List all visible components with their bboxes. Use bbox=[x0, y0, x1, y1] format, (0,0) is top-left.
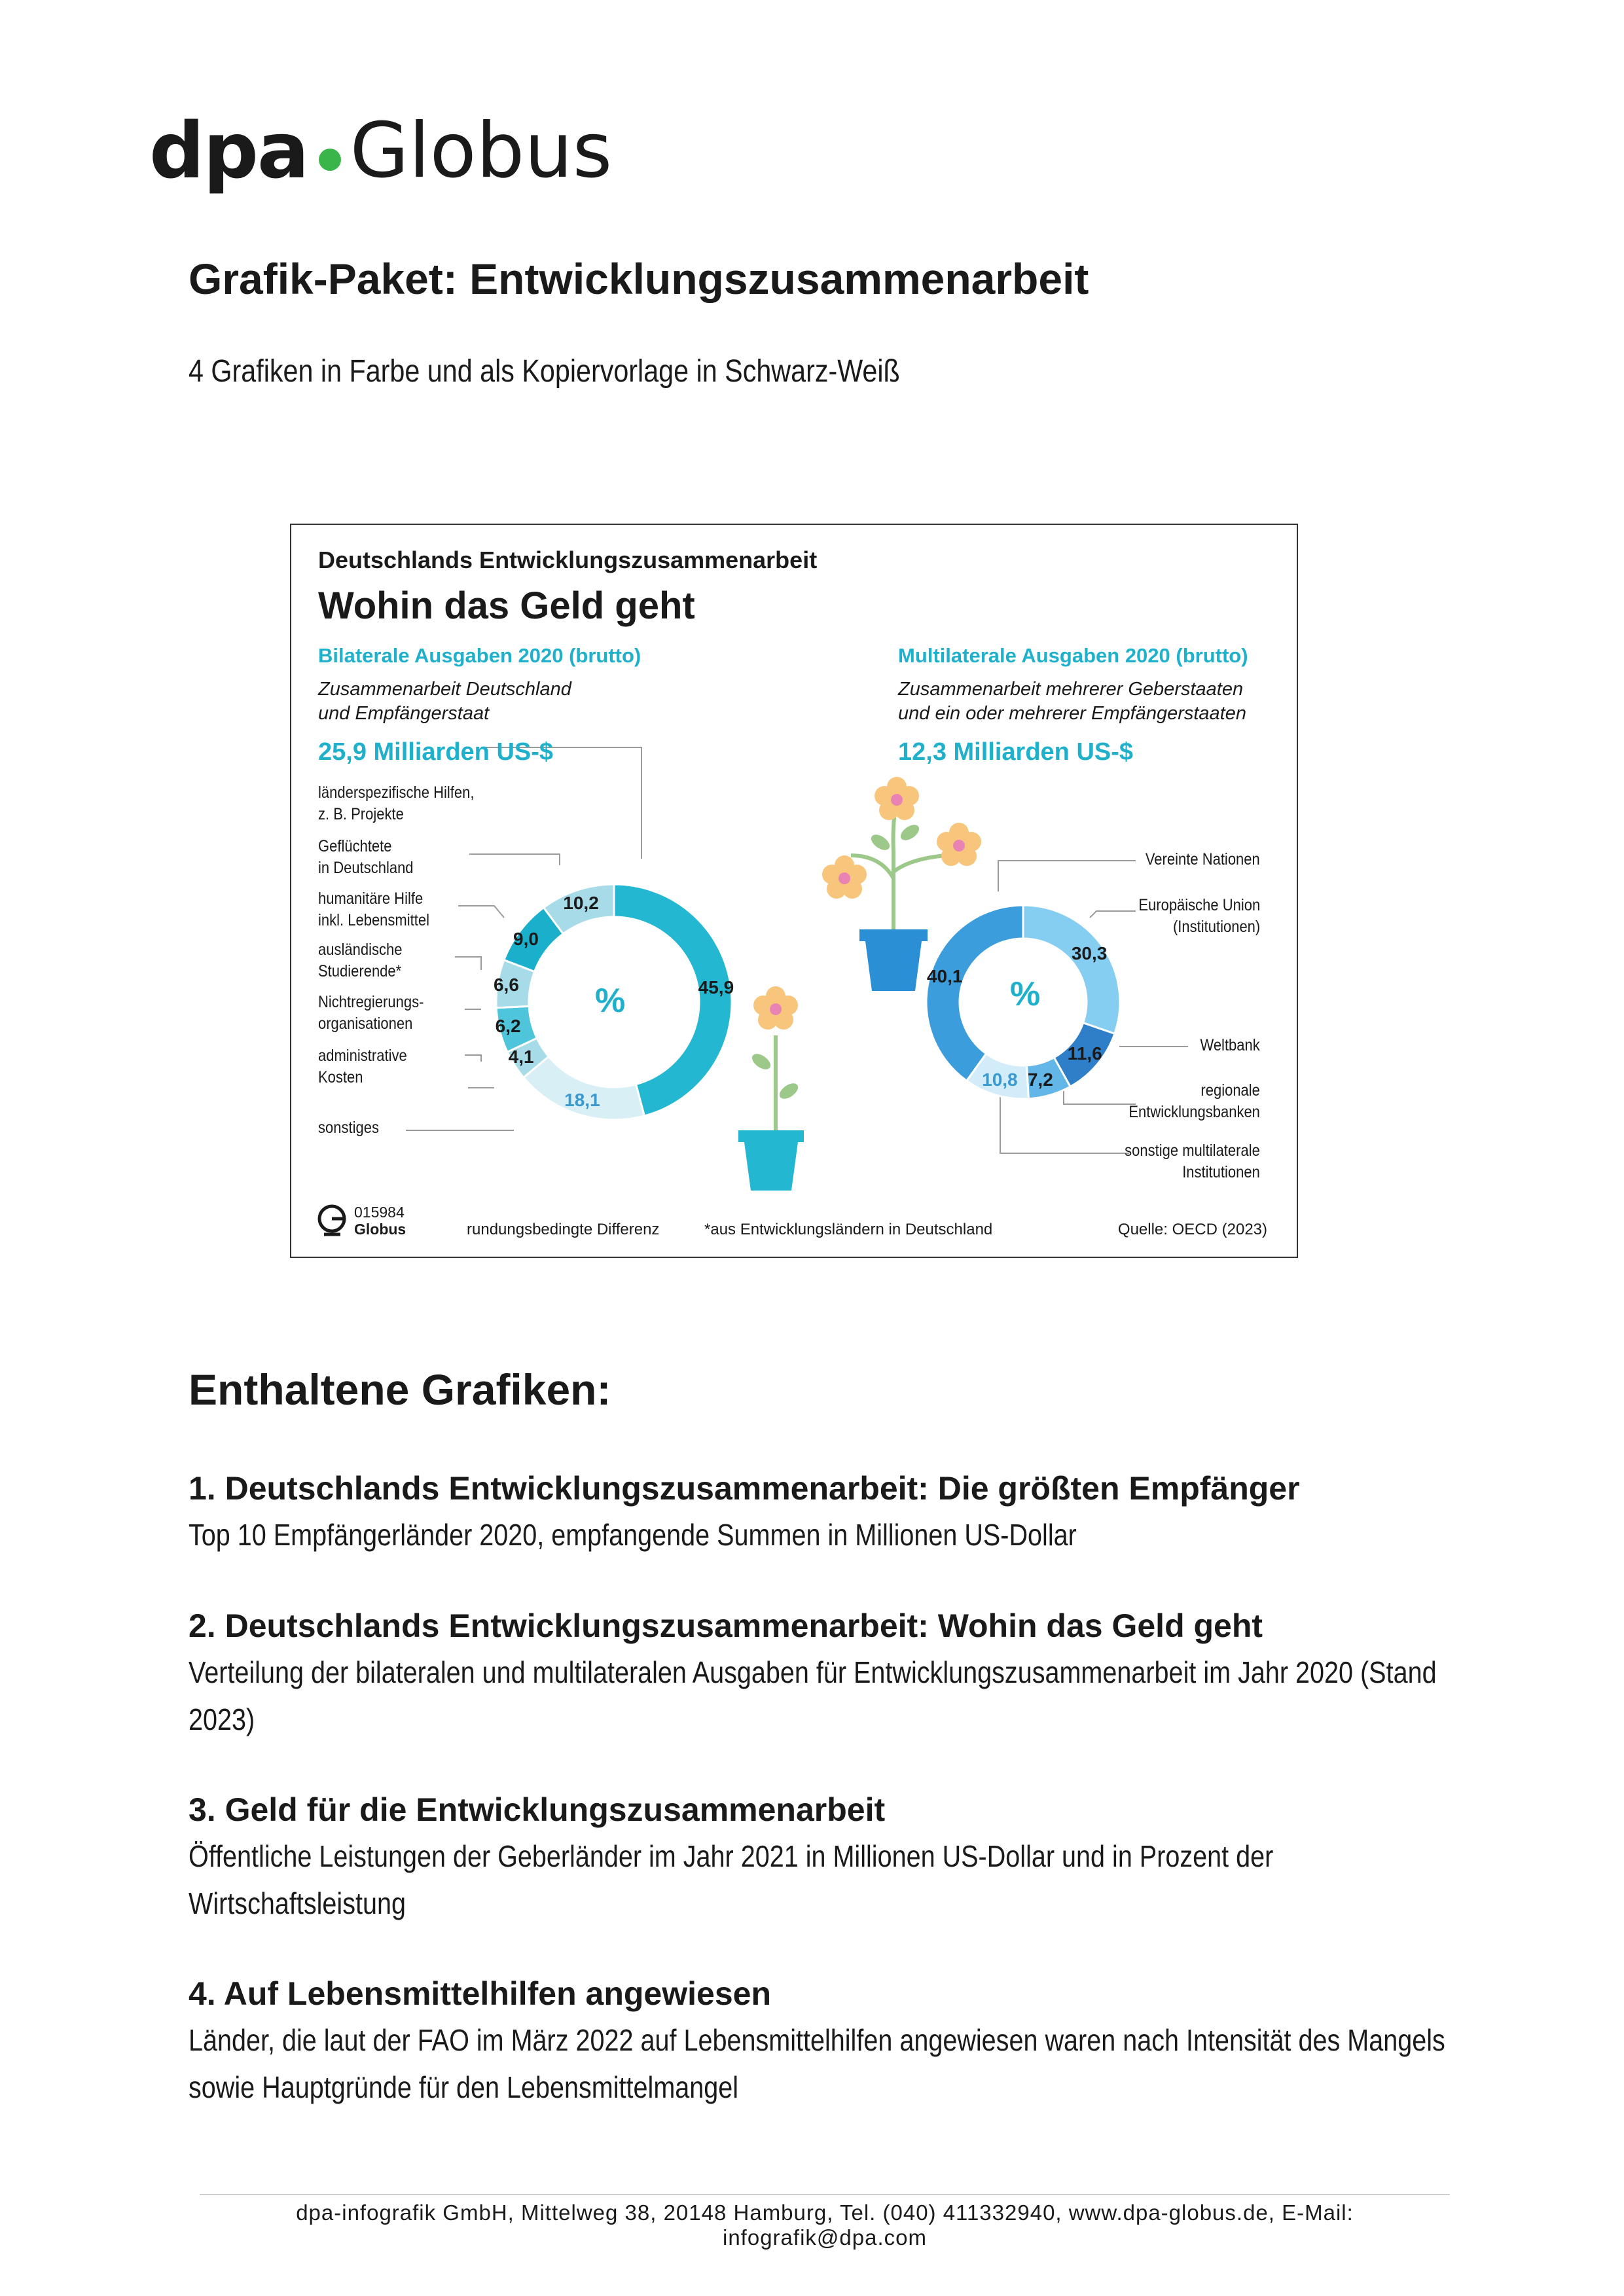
list-item bbox=[189, 1791, 1465, 1927]
multilateral-value-label: 11,6 bbox=[1067, 1043, 1102, 1064]
bilateral-value-label: 4,1 bbox=[508, 1046, 534, 1067]
item-description: Top 10 Empfängerländer 2020, empfangende Summen in Millionen US-Dollar bbox=[189, 1518, 1077, 1552]
list-item bbox=[189, 1975, 1465, 2111]
note-rounding: rundungsbedingte Differenz bbox=[467, 1221, 660, 1238]
bilateral-label-ngos: Nichtregierungs- organisationen bbox=[318, 993, 424, 1033]
logo-dpa: dpa bbox=[149, 105, 308, 196]
section-heading: Enthaltene Grafiken: bbox=[189, 1365, 611, 1414]
multilateral-label-eu: Europäische Union (Institutionen) bbox=[1138, 896, 1260, 936]
multilateral-label-other: sonstige multilaterale Institutionen bbox=[1125, 1141, 1260, 1181]
list-item bbox=[189, 1469, 1465, 1558]
bilateral-label-other: sonstiges bbox=[318, 1119, 379, 1137]
figure-kicker: Deutschlands Entwicklungszusammenarbeit bbox=[318, 547, 818, 573]
item-title: 2. Deutschlands Entwicklungszusammenarbeit: Wohin das Geld geht bbox=[189, 1607, 1263, 1644]
bilateral-total: 25,9 Milliarden US-$ bbox=[318, 738, 554, 766]
infographic-figure bbox=[290, 524, 1298, 1258]
bilateral-value-label: 45,9 bbox=[698, 977, 734, 998]
bilateral-heading: Bilaterale Ausgaben 2020 (brutto) bbox=[318, 644, 641, 667]
multilateral-heading: Multilaterale Ausgaben 2020 (brutto) bbox=[898, 644, 1248, 667]
page-title: Grafik-Paket: Entwicklungszusammenarbeit bbox=[189, 255, 1089, 303]
logo-globus: Globus bbox=[350, 106, 613, 195]
multilateral-percent-sign: % bbox=[1010, 975, 1041, 1013]
globus-mini-logo bbox=[319, 1206, 345, 1234]
multilateral-description: Zusammenarbeit mehrerer Geberstaaten und ein oder mehrerer Empfängerstaaten bbox=[898, 679, 1246, 724]
graphic-brand: Globus bbox=[354, 1221, 406, 1238]
item-title: 1. Deutschlands Entwicklungszusammenarbeit: Die größten Empfänger bbox=[189, 1470, 1300, 1507]
flower-illustration-1 bbox=[738, 986, 804, 1191]
bilateral-percent-sign: % bbox=[595, 982, 626, 1020]
multilateral-total: 12,3 Milliarden US-$ bbox=[898, 738, 1134, 766]
bilateral-value-label: 6,2 bbox=[495, 1016, 521, 1037]
item-description: Länder, die laut der FAO im März 2022 auf Lebensmittelhilfen angewiesen waren nach Intensität des Mangels sowie Hauptgründe für den Lebensmittelmangel bbox=[189, 2023, 1445, 2104]
page-subtitle: 4 Grafiken in Farbe und als Kopiervorlage in Schwarz-Weiß bbox=[189, 354, 900, 389]
multilateral-slice-eu bbox=[1023, 905, 1120, 1033]
list-item bbox=[189, 1607, 1465, 1743]
bilateral-description: Zusammenarbeit Deutschland und Empfängerstaat bbox=[318, 679, 571, 724]
multilateral-label-un: Vereinte Nationen bbox=[1146, 850, 1260, 869]
note-footnote: *aus Entwicklungsländern in Deutschland bbox=[704, 1221, 993, 1238]
bilateral-value-label: 6,6 bbox=[493, 975, 519, 996]
bilateral-value-label: 9,0 bbox=[513, 928, 539, 949]
bilateral-label-humanitarian: humanitäre Hilfe inkl. Lebensmittel bbox=[318, 889, 429, 929]
multilateral-slice-un bbox=[926, 905, 1023, 1081]
bilateral-label-projects: länderspezifische Hilfen, z. B. Projekte bbox=[318, 783, 475, 823]
graphic-id: 015984 bbox=[354, 1204, 405, 1221]
item-title: 4. Auf Lebensmittelhilfen angewiesen bbox=[189, 1975, 771, 2012]
multilateral-value-label: 30,3 bbox=[1071, 943, 1108, 964]
multilateral-value-label: 7,2 bbox=[1027, 1069, 1053, 1090]
bilateral-value-label: 10,2 bbox=[563, 893, 599, 914]
bilateral-label-refugees: Geflüchtete in Deutschland bbox=[318, 837, 414, 877]
item-description: Verteilung der bilateralen und multilateralen Ausgaben für Entwicklungszusammenarbeit im Jahr 2020 (Stand 2023) bbox=[189, 1655, 1437, 1736]
dpa-globus-logo bbox=[149, 98, 612, 203]
bilateral-label-students: ausländische Studierende* bbox=[318, 941, 403, 980]
note-source: Quelle: OECD (2023) bbox=[1117, 1221, 1267, 1238]
multilateral-label-regional: regionale Entwicklungsbanken bbox=[1128, 1081, 1260, 1121]
footer-contact: dpa-infografik GmbH, Mittelweg 38, 20148 Hamburg, Tel. (040) 411332940, www.dpa-globus.de, E-Mail: infografik@dpa.com bbox=[296, 2200, 1354, 2250]
figure-headline: Wohin das Geld geht bbox=[318, 584, 695, 627]
multilateral-label-worldbank: Weltbank bbox=[1200, 1036, 1260, 1054]
bilateral-label-admin: administrative Kosten bbox=[318, 1047, 407, 1086]
item-title: 3. Geld für die Entwicklungszusammenarbeit bbox=[189, 1791, 886, 1828]
item-description: Öffentliche Leistungen der Geberländer im Jahr 2021 in Millionen US-Dollar und in Prozent der Wirtschaftsleistung bbox=[189, 1839, 1274, 1920]
logo-dot bbox=[319, 149, 341, 171]
multilateral-value-label: 40,1 bbox=[926, 965, 963, 986]
multilateral-value-label: 10,8 bbox=[982, 1069, 1018, 1090]
footer-divider bbox=[200, 2194, 1450, 2195]
bilateral-value-label: 18,1 bbox=[564, 1089, 600, 1110]
bilateral-slice-projects bbox=[614, 884, 732, 1116]
